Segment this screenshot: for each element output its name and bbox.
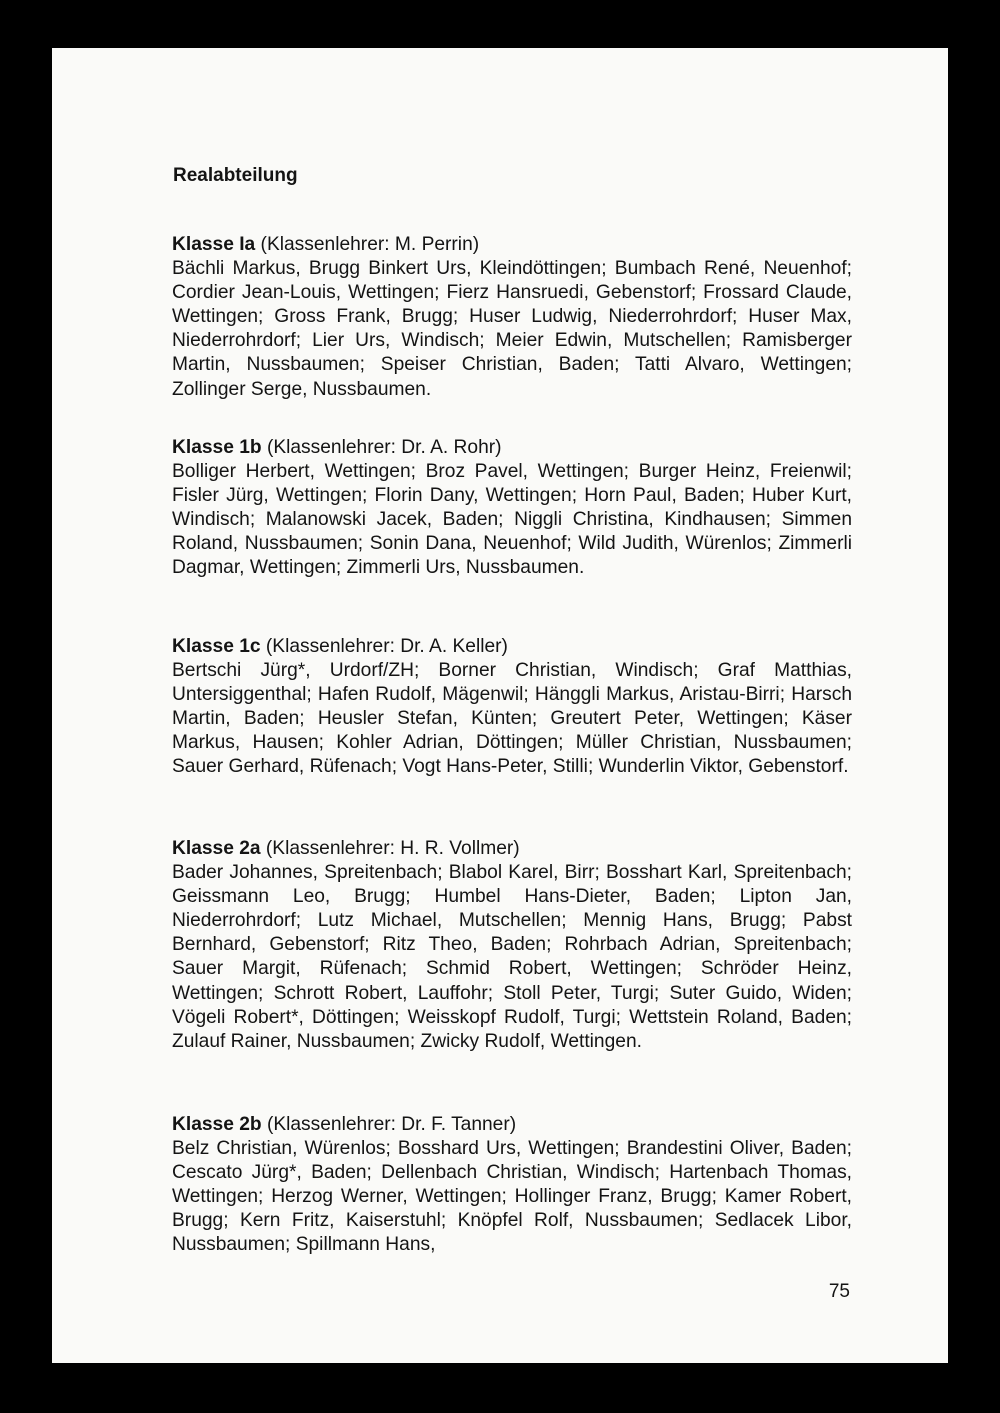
- class-name: Klasse 1c: [172, 636, 261, 657]
- class-teacher: (Klassenlehrer: M. Perrin): [255, 234, 480, 255]
- class-students: Bolliger Herbert, Wettingen; Broz Pavel, Wettingen; Burger Heinz, Freienwil; Fisler Jürg, Wettingen; Florin Dany, Wettingen; Horn Paul, Baden; Huber Kurt, Windisch; Malanowski Jacek, Baden; Niggli Christina, Kindhausen; Simmen Roland, Nussbaumen; Sonin Dana, Neuenhof; Wild Judith, Würenlos; Zimmerli Dagmar, Wettingen; Zimmerli Urs, Nussbaumen.: [172, 461, 852, 579]
- class-heading: [172, 838, 520, 859]
- class-teacher: (Klassenlehrer: Dr. A. Keller): [260, 636, 508, 657]
- class-name: Klasse 2b: [172, 1114, 262, 1135]
- page-number: 75: [828, 1281, 850, 1302]
- class-block-1b: [172, 436, 852, 581]
- class-students: Bertschi Jürg*, Urdorf/ZH; Borner Christian, Windisch; Graf Matthias, Untersiggenthal; Hafen Rudolf, Mägenwil; Hänggli Markus, Aristau-Birri; Harsch Martin, Baden; Heusler Stefan, Künten; Greutert Peter, Wettingen; Käser Markus, Hausen; Kohler Adrian, Döttingen; Müller Christian, Nussbaumen; Sauer Gerhard, Rüfenach; Vogt Hans-Peter, Stilli; Wunderlin Viktor, Gebenstorf.: [172, 660, 852, 778]
- class-students: Belz Christian, Würenlos; Bosshard Urs, Wettingen; Brandestini Oliver, Baden; Cescato Jürg*, Baden; Dellenbach Christian, Windisch; Hartenbach Thomas, Wettingen; Herzog Werner, Wettingen; Hollinger Franz, Brugg; Kamer Robert, Brugg; Kern Fritz, Kaiserstuhl; Knöpfel Rolf, Nussbaumen; Sedlacek Libor, Nussbaumen; Spillmann Hans,: [172, 1138, 852, 1256]
- class-teacher: (Klassenlehrer: Dr. A. Rohr): [261, 437, 502, 458]
- class-teacher: (Klassenlehrer: H. R. Vollmer): [260, 838, 520, 859]
- class-teacher: (Klassenlehrer: Dr. F. Tanner): [261, 1114, 517, 1135]
- class-heading: [172, 234, 479, 255]
- class-heading: [172, 437, 502, 458]
- class-block-2b: [172, 1113, 852, 1258]
- class-heading: [172, 1114, 516, 1135]
- class-students: Bächli Markus, Brugg Binkert Urs, Kleindöttingen; Bumbach René, Neuenhof; Cordier Jean-Louis, Wettingen; Fierz Hansruedi, Gebenstorf; Frossard Claude, Wettingen; Gross Frank, Brugg; Huser Ludwig, Niederrohrdorf; Huser Max, Niederrohrdorf; Lier Urs, Windisch; Meier Edwin, Mutschellen; Ramisberger Martin, Nussbaumen; Speiser Christian, Baden; Tatti Alvaro, Wettingen; Zollinger Serge, Nussbaumen.: [172, 258, 852, 400]
- class-name: Klasse 2a: [172, 838, 261, 859]
- class-block-ia: [172, 233, 852, 402]
- class-heading: [172, 636, 508, 657]
- class-block-1c: [172, 635, 852, 780]
- class-name: Klasse 1b: [172, 437, 262, 458]
- document-page: [52, 48, 948, 1363]
- class-name: Klasse Ia: [172, 234, 256, 255]
- class-block-2a: [172, 837, 852, 1054]
- section-title: Realabteilung: [173, 165, 298, 186]
- class-students: Bader Johannes, Spreitenbach; Blabol Karel, Birr; Bosshart Karl, Spreitenbach; Geissmann Leo, Brugg; Humbel Hans-Dieter, Baden; Lipton Jan, Niederrohrdorf; Lutz Michael, Mutschellen; Mennig Hans, Brugg; Pabst Bernhard, Gebenstorf; Ritz Theo, Baden; Rohrbach Adrian, Spreitenbach; Sauer Margit, Rüfenach; Schmid Robert, Wettingen; Schröder Heinz, Wettingen; Schrott Robert, Lauffohr; Stoll Peter, Turgi; Suter Guido, Widen; Vögeli Robert*, Döttingen; Weisskopf Rudolf, Turgi; Wettstein Roland, Baden; Zulauf Rainer, Nussbaumen; Zwicky Rudolf, Wettingen.: [172, 862, 852, 1052]
